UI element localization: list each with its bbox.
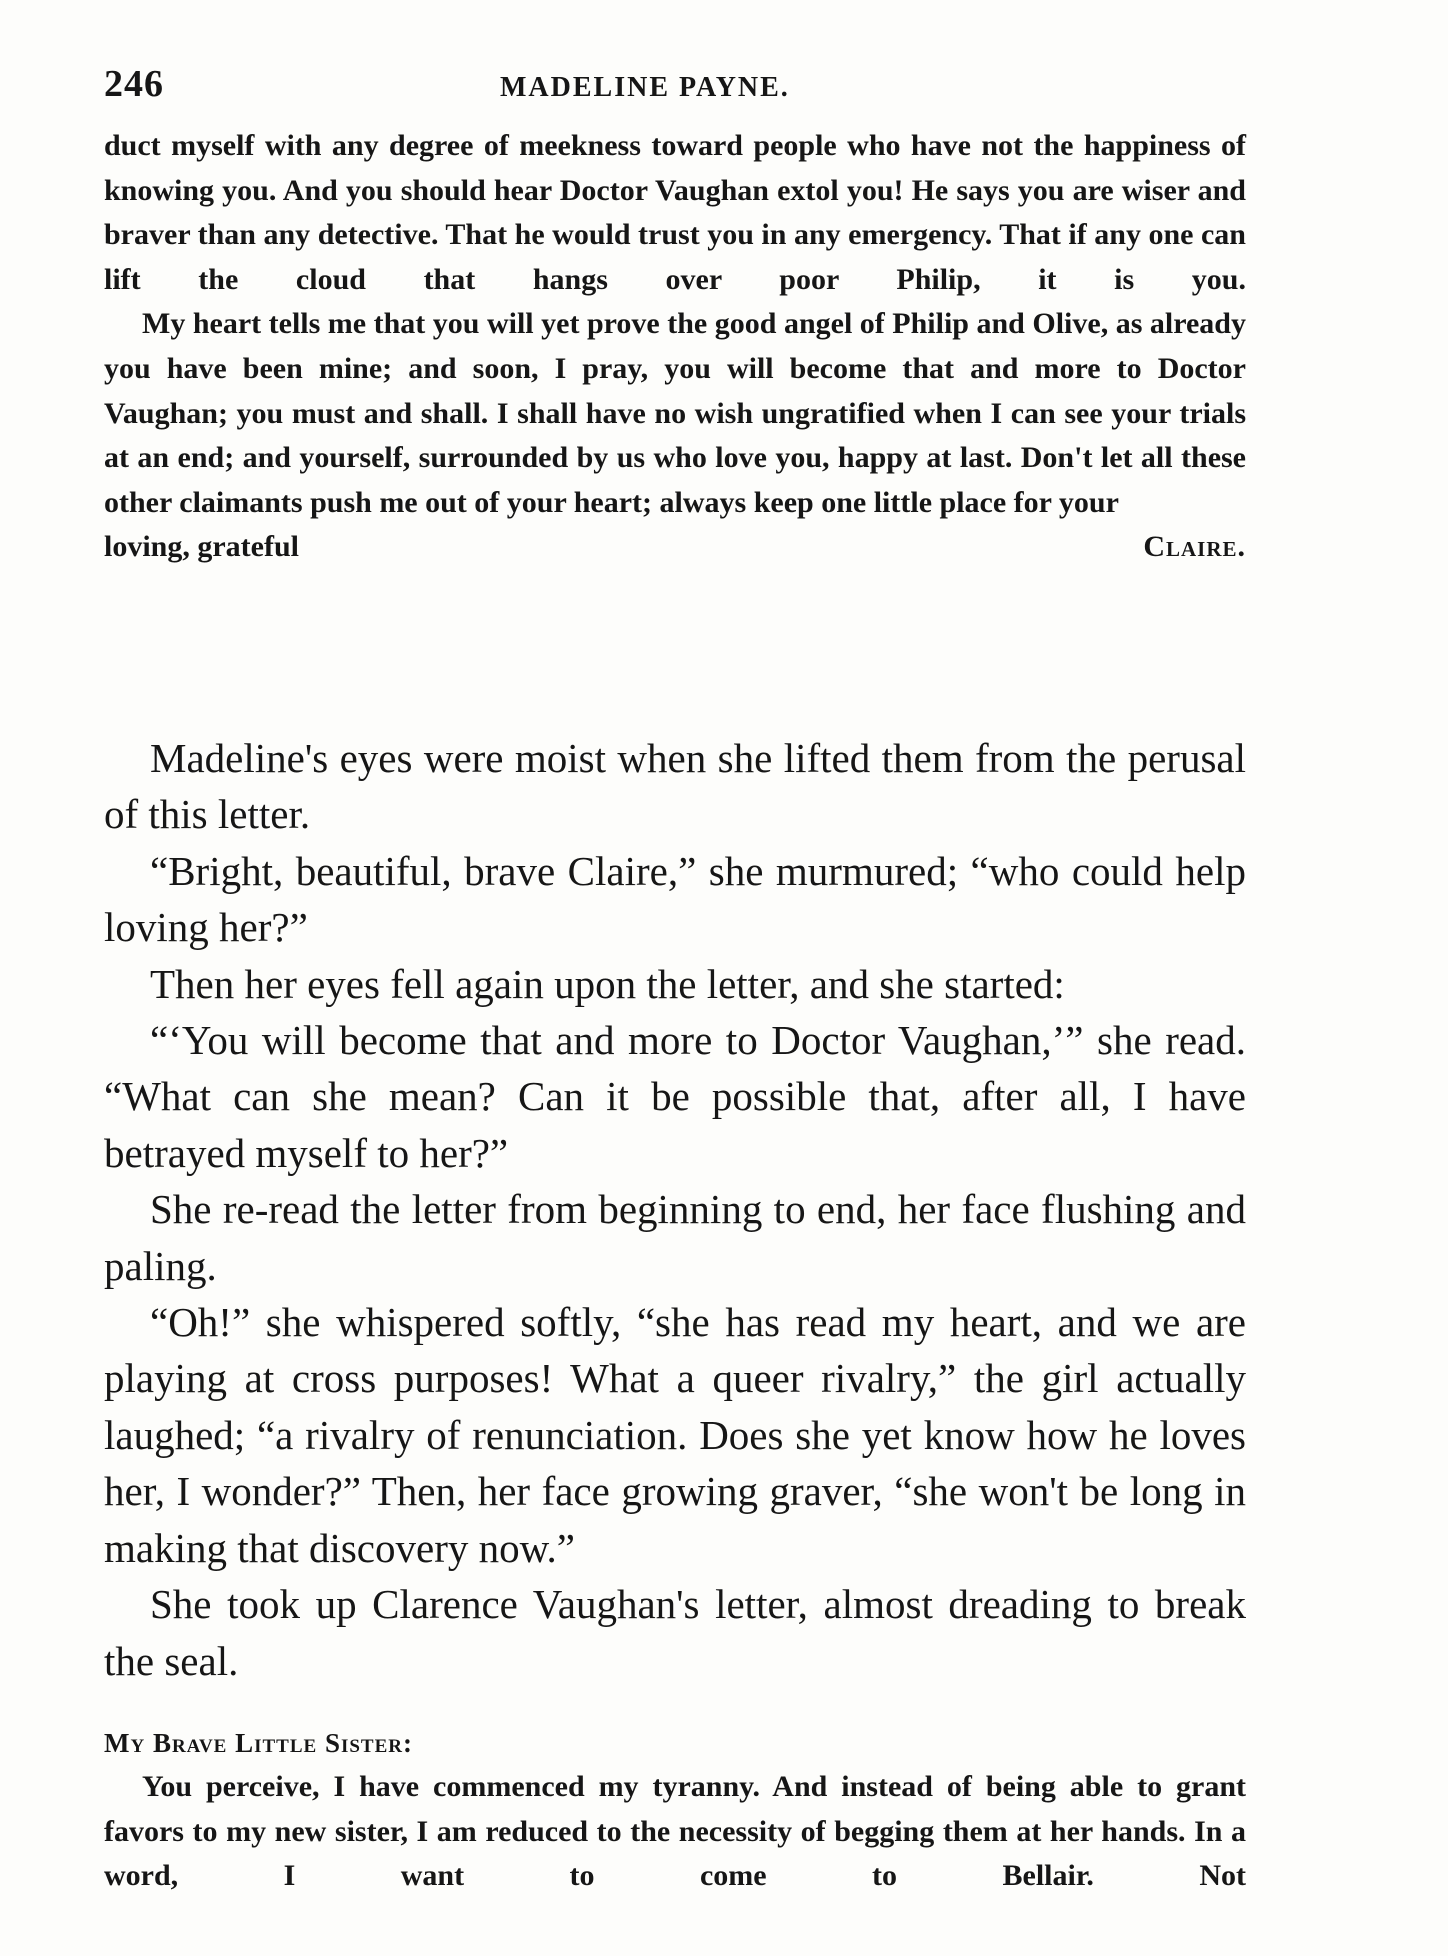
- claire-letter-closing: loving, grateful: [104, 530, 299, 564]
- clarence-letter-salutation: My Brave Little Sister:: [104, 1728, 413, 1758]
- narrative-paragraph-3: Then her eyes fell again upon the letter, and she started:: [150, 960, 1065, 1007]
- narrative-paragraph-7: She took up Clarence Vaughan's letter, almost dreading to break the seal.: [104, 1581, 1246, 1684]
- narrative-paragraph-1: Madeline's eyes were moist when she lifted them from the perusal of this letter.: [104, 735, 1246, 838]
- clarence-letter-paragraph-1: You perceive, I have commenced my tyranny. And instead of being able to grant favors to my new sister, I am reduced to the necessity of begging them at her hands. In a word, I want to come to Bellair. Not: [104, 1770, 1246, 1893]
- claire-letter-paragraph-1: duct myself with any degree of meekness toward people who have not the happiness of knowing you. And you should hear Doctor Vaughan extol you! He says you are wiser and braver than any detective. That he would trust you in any emergency. That if any one can lift the cloud that hangs over poor Philip, it is you.: [104, 129, 1246, 296]
- narrative-paragraph-4: “‘You will become that and more to Doctor Vaughan,’” she read. “What can she mean? Can it be possible that, after all, I have betrayed myself to her?”: [104, 1017, 1246, 1176]
- narrative-paragraph-6: “Oh!” she whispered softly, “she has read my heart, and we are playing at cross purposes! What a queer rivalry,” the girl actually laughed; “a rivalry of renunciation. Does she yet know how he loves her, I wonder?” Then, her face growing graver, “she won't be long in making that discovery now.”: [104, 1299, 1246, 1571]
- claire-letter-paragraph-2: My heart tells me that you will yet prove the good angel of Philip and Olive, as already you have been mine; and soon, I pray, you will become that and more to Doctor Vaughan; you must and shall. I shall have no wish ungratified when I can see your trials at an end; and yourself, surrounded by us who love you, happy at last. Don't let all these other claimants push me out of your heart; always keep one little place for your: [104, 307, 1246, 519]
- narrative-paragraph-5: She re-read the letter from beginning to end, her face flushing and paling.: [104, 1186, 1246, 1289]
- narrative-text: [104, 730, 1246, 1689]
- page-number: 246: [104, 63, 164, 105]
- claire-letter-signoff: [104, 525, 1246, 570]
- clarence-letter: [104, 1765, 1246, 1899]
- claire-signature: Claire.: [1143, 530, 1246, 564]
- page-header: [104, 62, 1246, 110]
- narrative-paragraph-2: “Bright, beautiful, brave Claire,” she murmured; “who could help loving her?”: [104, 847, 1246, 951]
- running-title: MADELINE PAYNE.: [500, 72, 790, 103]
- claire-letter: [104, 124, 1246, 570]
